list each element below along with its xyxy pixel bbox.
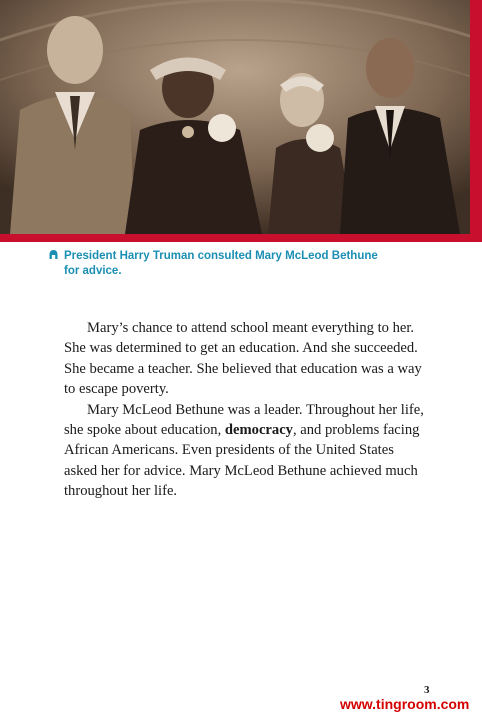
paragraph-1: Mary’s chance to attend school meant everything to her. She was determined to get an education. And she succeeded. She became a teacher. She believed that education was a way to escape poverty. <box>64 320 422 398</box>
arrow-up-icon <box>48 249 59 260</box>
photo-caption <box>48 249 438 279</box>
paragraph-2 <box>64 400 424 502</box>
red-accent-bar <box>470 0 482 242</box>
watermark: www.tingroom.com <box>340 696 470 712</box>
red-divider-rule <box>0 234 482 242</box>
paragraph-2-start: Mary McLeod Bethune was a leader. Throughout her life, she spoke about education, <box>64 401 424 439</box>
glossary-term-democracy: democracy <box>224 422 293 439</box>
paragraph-2-end: , and problems facing African Americans. Even presidents of the United States asked her for advice. Mary McLeod Bethune achieved much throughout her life. <box>64 422 420 500</box>
historical-photo <box>0 0 482 234</box>
body-text <box>64 318 424 502</box>
caption-line-1: President Harry Truman consulted Mary McLeod Bethune <box>64 250 378 262</box>
page-number: 3 <box>424 684 430 696</box>
caption-line-2: for advice. <box>64 265 122 277</box>
